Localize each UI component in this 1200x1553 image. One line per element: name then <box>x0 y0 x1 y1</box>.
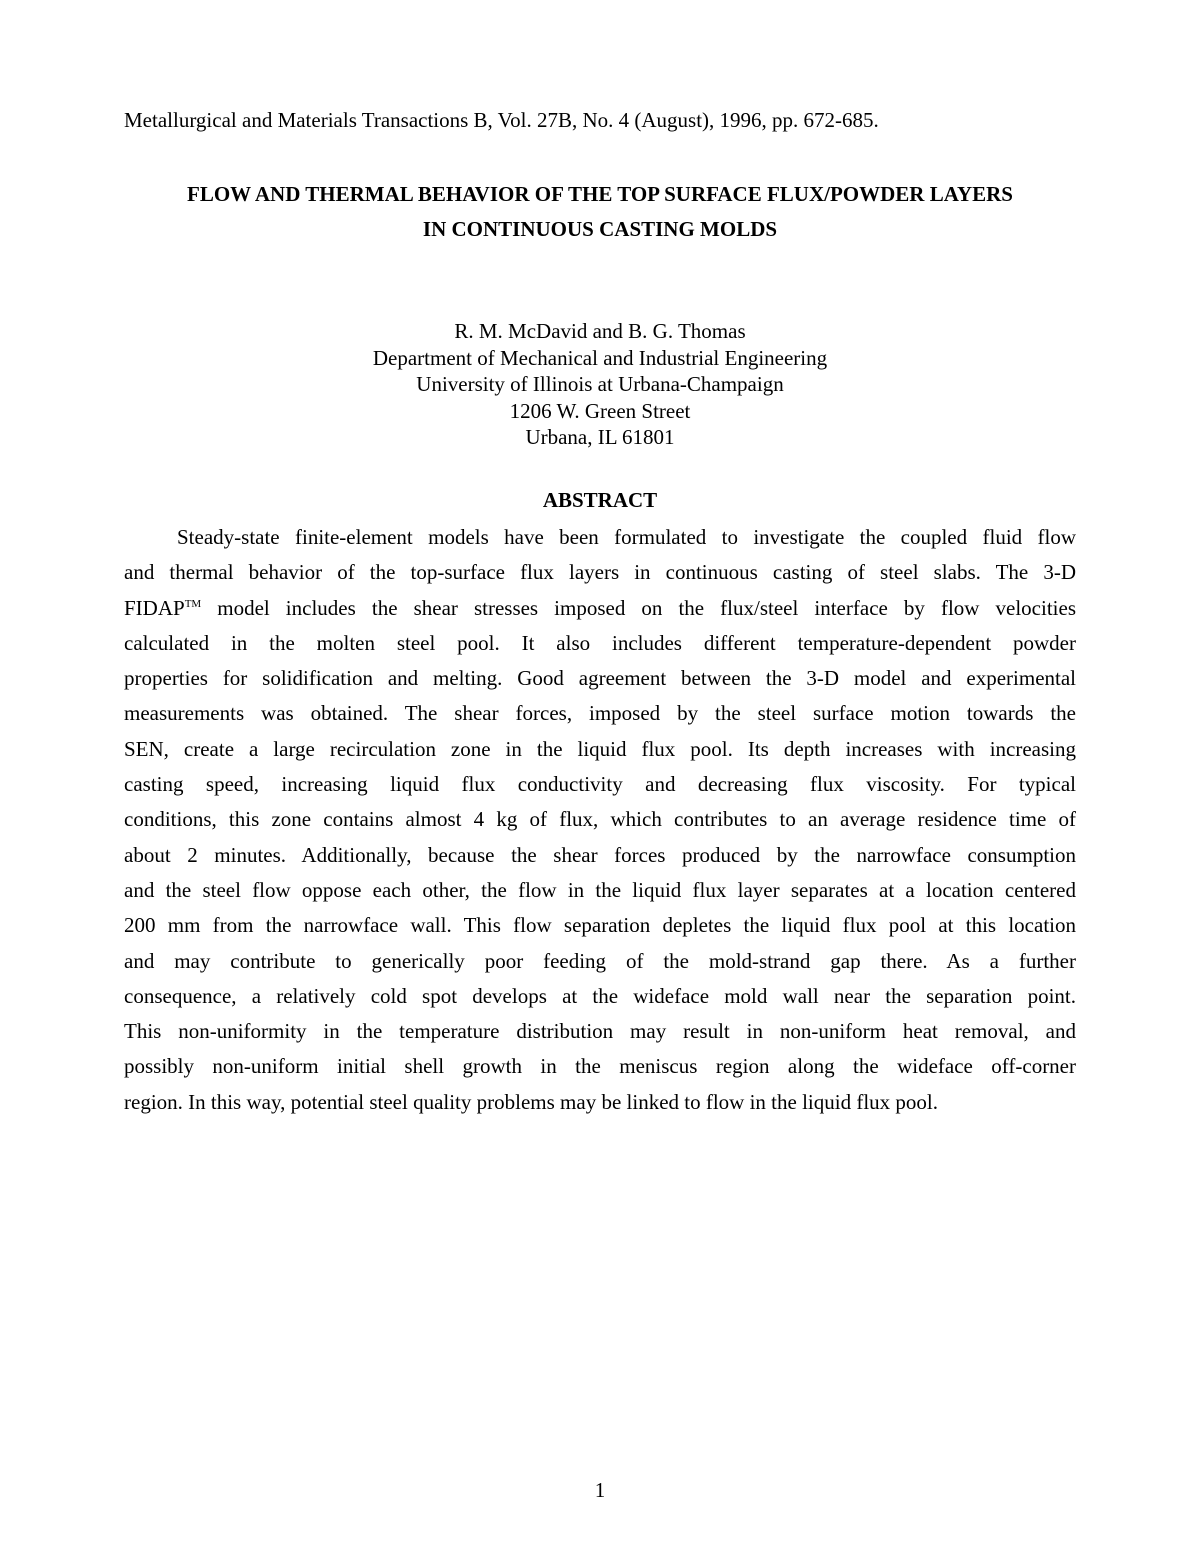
abstract-line: calculated in the molten steel pool. It also includes different temperature-dependent powder <box>124 630 1076 655</box>
author-university: University of Illinois at Urbana-Champaign <box>416 372 784 396</box>
abstract-line <box>124 591 1076 626</box>
abstract-line: possibly non-uniform initial shell growth in the meniscus region along the wideface off-corner <box>124 1054 1076 1079</box>
abstract-line: and thermal behavior of the top-surface flux layers in continuous casting of steel slabs. The 3-D <box>124 560 1076 585</box>
abstract-line: measurements was obtained. The shear forces, imposed by the steel surface motion towards the <box>124 701 1076 726</box>
author-names: R. M. McDavid and B. G. Thomas <box>454 319 746 343</box>
abstract-line: conditions, this zone contains almost 4 kg of flux, which contributes to an average residence time of <box>124 807 1076 832</box>
abstract-line: properties for solidification and melting. Good agreement between the 3-D model and experimental <box>124 666 1076 691</box>
author-city: Urbana, IL 61801 <box>525 425 675 449</box>
abstract-line: This non-uniformity in the temperature distribution may result in non-uniform heat removal, and <box>124 1019 1076 1044</box>
author-block <box>124 318 1076 451</box>
abstract-line: Steady-state finite-element models have been formulated to investigate the coupled fluid flow <box>177 525 1076 549</box>
abstract-line: about 2 minutes. Additionally, because the shear forces produced by the narrowface consumption <box>124 842 1076 867</box>
paper-title <box>124 177 1076 247</box>
abstract-line: consequence, a relatively cold spot develops at the wideface mold wall near the separation point. <box>124 983 1076 1008</box>
author-department: Department of Mechanical and Industrial Engineering <box>372 345 828 370</box>
abstract-line: 200 mm from the narrowface wall. This flow separation depletes the liquid flux pool at this location <box>124 913 1076 938</box>
abstract-line: and the steel flow oppose each other, the flow in the liquid flux layer separates at a location centered <box>124 877 1076 902</box>
abstract-body <box>124 520 1076 1120</box>
paper-title-line-1: FLOW AND THERMAL BEHAVIOR OF THE TOP SURFACE FLUX/POWDER LAYERS <box>187 182 1013 206</box>
abstract-line: SEN, create a large recirculation zone in the liquid flux pool. Its depth increases with increasing <box>124 736 1076 761</box>
abstract-line-rest: model includes the shear stresses imposed on the flux/steel interface by flow velocities <box>201 595 1076 620</box>
abstract-line: casting speed, increasing liquid flux conductivity and decreasing flux viscosity. For typical <box>124 772 1076 797</box>
abstract-line: and may contribute to generically poor feeding of the mold-strand gap there. As a further <box>124 948 1076 973</box>
fidap-word: FIDAP <box>124 595 185 620</box>
trademark-superscript: TM <box>184 597 202 610</box>
abstract-heading: ABSTRACT <box>542 488 658 512</box>
author-street: 1206 W. Green Street <box>509 398 691 423</box>
abstract-line: region. In this way, potential steel quality problems may be linked to flow in the liquid flux pool. <box>124 1089 938 1114</box>
paper-title-line-2: IN CONTINUOUS CASTING MOLDS <box>422 217 778 241</box>
page-number: 1 <box>594 1478 606 1502</box>
journal-citation: Metallurgical and Materials Transactions B, Vol. 27B, No. 4 (August), 1996, pp. 672-685. <box>124 108 879 132</box>
